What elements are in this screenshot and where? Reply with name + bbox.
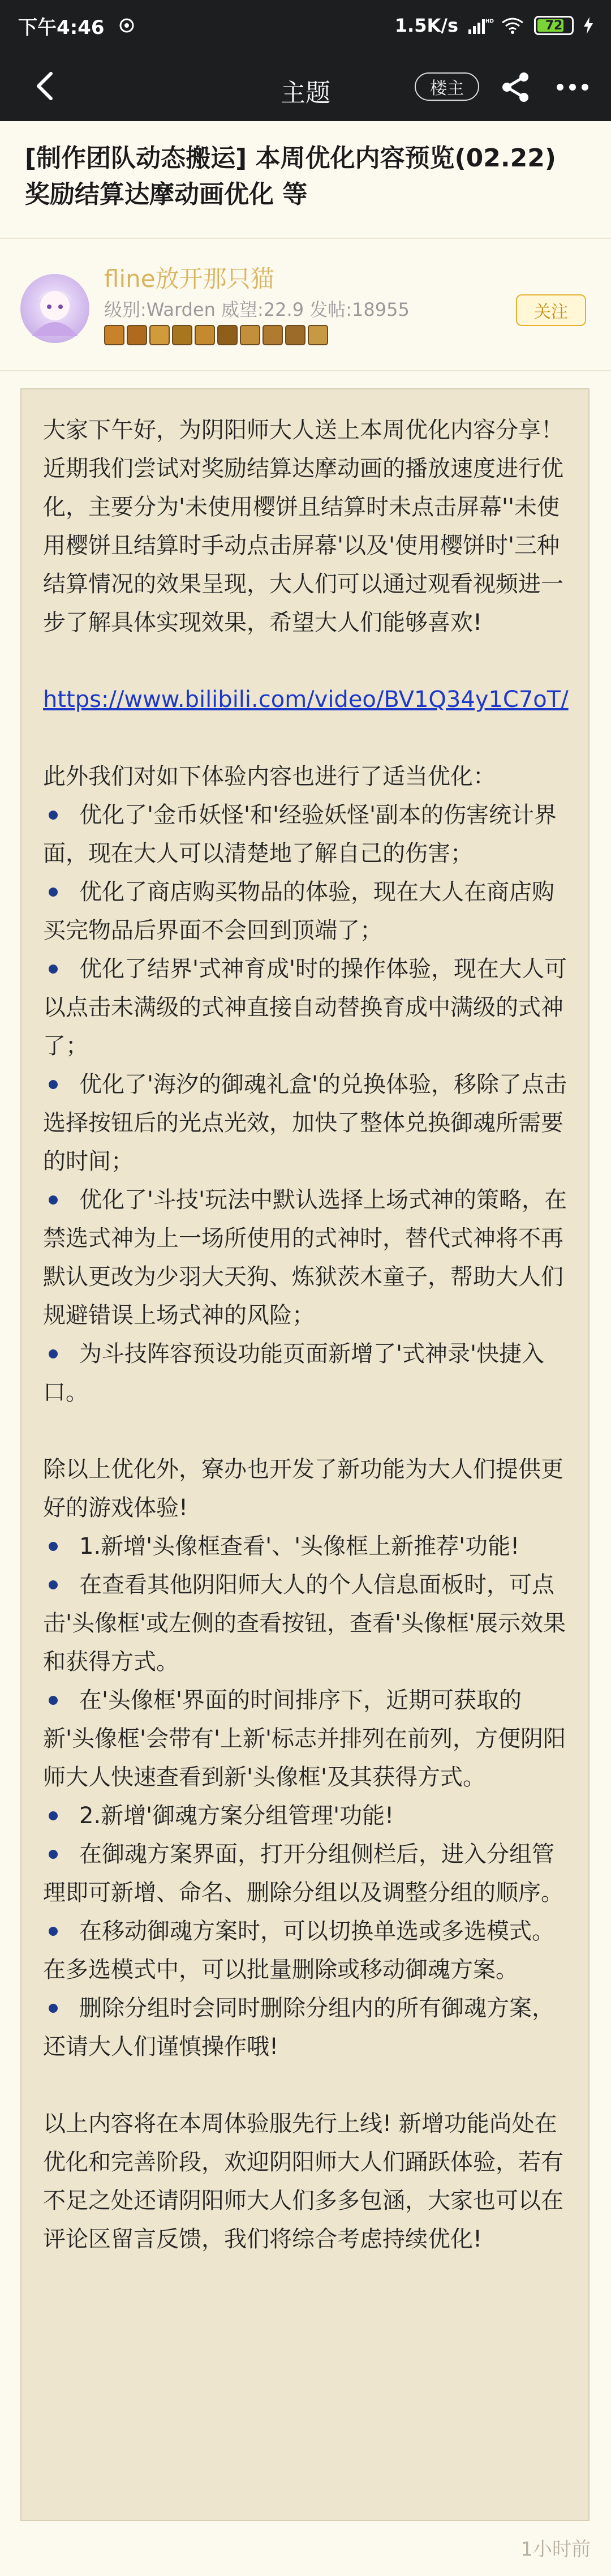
bullet-text: 为斗技阵容预设功能页面新增了'式神录'快捷入口。: [43, 1341, 544, 1405]
bullet-dot-icon: [49, 1349, 58, 1358]
bullet-item: [43, 796, 568, 873]
author-block: [0, 238, 611, 371]
avatar-illustration: [20, 274, 89, 343]
wifi-icon: [501, 17, 524, 34]
sync-icon: [118, 17, 135, 34]
network-speed: 1.5K/s: [394, 15, 458, 36]
bullet-item: [43, 1181, 568, 1335]
battery-icon: [534, 16, 574, 35]
bullet-text: 1.新增'头像框查看'、'头像框上新推荐'功能!: [79, 1533, 520, 1559]
bullet-dot-icon: [49, 1927, 58, 1936]
bullet-text: 优化了商店购买物品的体验，现在大人在商店购买完物品后界面不会回到顶端了；: [43, 879, 554, 944]
medal-badge-icon: [149, 325, 170, 345]
medal-badge-icon: [308, 325, 328, 345]
author-meta: 级别:Warden 威望:22.9 发帖:18955: [104, 299, 410, 320]
bullet-text: 优化了结界'式神育成'时的操作体验，现在大人可以点击未满级的式神直接自动替换育成中满级的式神了；: [43, 956, 567, 1059]
bullet-item: [43, 1835, 568, 1912]
bullet-item: [43, 1681, 568, 1797]
bullet-text: 优化了'金币妖怪'和'经验妖怪'副本的伤害统计界面，现在大人可以清楚地了解自己的伤害；: [43, 802, 557, 867]
bullet-text: 在移动御魂方案时，可以切换单选或多选模式。在多选模式中，可以批量删除或移动御魂方案。: [43, 1918, 554, 1983]
status-time: 下午4:46: [18, 16, 105, 39]
medal-badge-icon: [172, 325, 192, 345]
bullet-dot-icon: [49, 888, 58, 897]
more-options-icon[interactable]: [556, 71, 590, 103]
signal-icon: [468, 17, 494, 34]
medal-badge-icon: [104, 325, 124, 345]
bullet-dot-icon: [49, 1696, 58, 1705]
network-type: HD: [485, 19, 494, 24]
bullet-dot-icon: [49, 1195, 58, 1205]
bullet-text: 优化了'斗技'玩法中默认选择上场式神的策略，在禁选式神为上一场所使用的式神时，替代式神将不再默认更改为少羽大天狗、炼狱茨木童子，帮助大人们规避错误上场式神的风险；: [43, 1187, 567, 1328]
bullet-text: 在御魂方案界面，打开分组侧栏后，进入分组管理即可新增、命名、删除分组以及调整分组的顺序。: [43, 1841, 563, 1906]
bullet-item: [43, 1335, 568, 1412]
author-name[interactable]: fline放开那只猫: [104, 265, 274, 293]
video-link[interactable]: https://www.bilibili.com/video/BV1Q34y1C7oT/: [43, 687, 569, 713]
bullet-item: [43, 1527, 568, 1566]
bullet-dot-icon: [49, 1542, 58, 1551]
battery-level: 72: [545, 18, 563, 33]
bullet-item: [43, 1065, 568, 1181]
medal-badge-icon: [263, 325, 283, 345]
post-title-line: [制作团队动态搬运] 本周优化内容预览(02.22): [25, 144, 556, 173]
medal-badge-icon: [127, 325, 147, 345]
bullet-text: 优化了'海汐的御魂礼盒'的兑换体验，移除了点击选择按钮后的光点光效，加快了整体兑换御魂所需要的时间；: [43, 1071, 567, 1175]
post-timestamp: 1小时前: [520, 2538, 591, 2561]
bullet-text: 2.新增'御魂方案分组管理'功能!: [79, 1803, 394, 1829]
medal-badge-icon: [195, 325, 215, 345]
bullet-dot-icon: [49, 1850, 58, 1859]
post-title: [25, 140, 591, 213]
bullet-dot-icon: [49, 811, 58, 820]
paragraph: 除以上优化外，寮办也开发了新功能为大人们提供更好的游戏体验!: [43, 1456, 563, 1521]
status-bar: [0, 0, 611, 51]
bullet-item: [43, 1797, 568, 1835]
paragraph: 大家下午好，为阴阳师大人送上本周优化内容分享！: [43, 417, 563, 443]
avatar[interactable]: [20, 274, 89, 343]
bullet-dot-icon: [49, 1580, 58, 1589]
medal-badge-icon: [217, 325, 238, 345]
louzhu-filter-button[interactable]: 楼主: [415, 72, 479, 101]
share-icon[interactable]: [500, 71, 532, 103]
medal-badge-icon: [285, 325, 306, 345]
bullet-item: [43, 950, 568, 1065]
paragraph: 以上内容将在本周体验服先行上线! 新增功能尚处在优化和完善阶段，欢迎阴阳师大人们踊跃体验，若有不足之处还请阴阳师大人们多多包涵，大家也可以在评论区留言反馈，我们将综合考虑持续优化!: [43, 2111, 563, 2252]
charging-icon: [584, 17, 593, 34]
bullet-item: [43, 1989, 568, 2066]
paragraph: 近期我们尝试对奖励结算达摩动画的播放速度进行优化，主要分为'未使用樱饼且结算时未点击屏幕''未使用樱饼且结算时手动点击屏幕'以及'使用樱饼时'三种结算情况的效果呈现，大人们可以通过观看视频进一步了解具体实现效果，希望大人们能够喜欢!: [43, 456, 563, 636]
page-title: 主题: [281, 79, 330, 108]
bullet-text: 在'头像框'界面的时间排序下，近期可获取的新'头像框'会带有'上新'标志并排列在前列，方便阴阳师大人快速查看到新'头像框'及其获得方式。: [43, 1687, 566, 1790]
bullet-dot-icon: [49, 1080, 58, 1089]
medal-badges: [104, 325, 328, 345]
bullet-item: [43, 1566, 568, 1681]
paragraph: 此外我们对如下体验内容也进行了适当优化：: [43, 764, 496, 790]
bullet-dot-icon: [49, 1811, 58, 1820]
back-arrow-icon[interactable]: [29, 69, 63, 103]
bullet-dot-icon: [49, 965, 58, 974]
bullet-item: [43, 873, 568, 950]
post-title-line: 奖励结算达摩动画优化 等: [25, 180, 308, 209]
bullet-text: 删除分组时会同时删除分组内的所有御魂方案，还请大人们谨慎操作哦!: [43, 1995, 554, 2060]
post-content: [43, 411, 568, 2258]
medal-badge-icon: [240, 325, 260, 345]
follow-button[interactable]: 关注: [516, 294, 586, 326]
nav-bar: [0, 51, 611, 121]
bullet-item: [43, 1912, 568, 1989]
bullet-text: 在查看其他阴阳师大人的个人信息面板时，可点击'头像框'或左侧的查看按钮，查看'头像框'展示效果和获得方式。: [43, 1572, 566, 1675]
bullet-dot-icon: [49, 2004, 58, 2013]
